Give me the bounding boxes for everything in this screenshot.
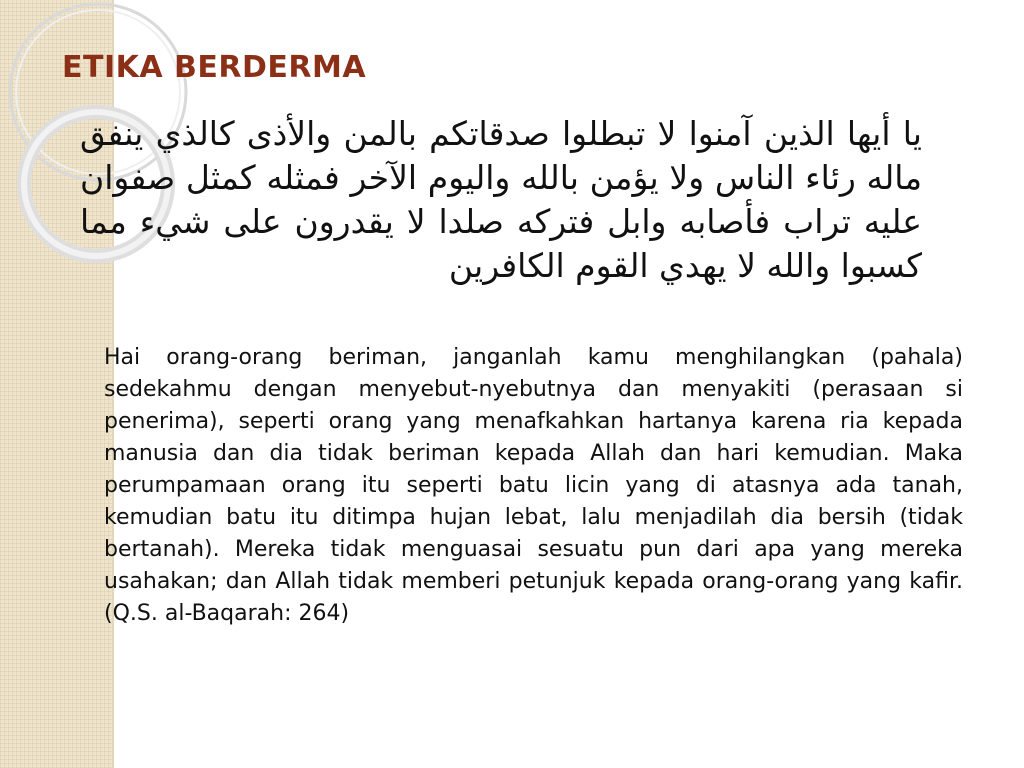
- verse-translation: Hai orang-orang beriman, janganlah kamu menghilangkan (pahala) sedekahmu dengan menyebut-nyebutnya dan menyakiti (perasaan si penerima), seperti orang yang menafkahkan hartanya karena ria kepada manusia dan dia tidak beriman kepada Allah dan hari kemudian. Maka perumpamaan orang itu seperti batu licin yang di atasnya ada tanah, kemudian batu itu ditimpa hujan lebat, lalu menjadilah dia bersih (tidak bertanah). Mereka tidak menguasai sesuatu pun dari apa yang mereka usahakan; dan Allah tidak memberi petunjuk kepada orang-orang yang kafir. (Q.S. al-Baqarah: 264): [104, 345, 963, 626]
- slide-title: ETIKA BERDERMA: [62, 50, 367, 85]
- arabic-verse: يا أيها الذين آمنوا لا تبطلوا صدقاتكم بالمن والأذى كالذي ينفق ماله رئاء الناس ولا يؤمن بالله واليوم الآخر فمثله كمثل صفوان عليه تراب فأصابه وابل فتركه صلدا لا يقدرون على شيء مما كسبوا والله لا يهدي القوم الكافرين: [80, 114, 922, 285]
